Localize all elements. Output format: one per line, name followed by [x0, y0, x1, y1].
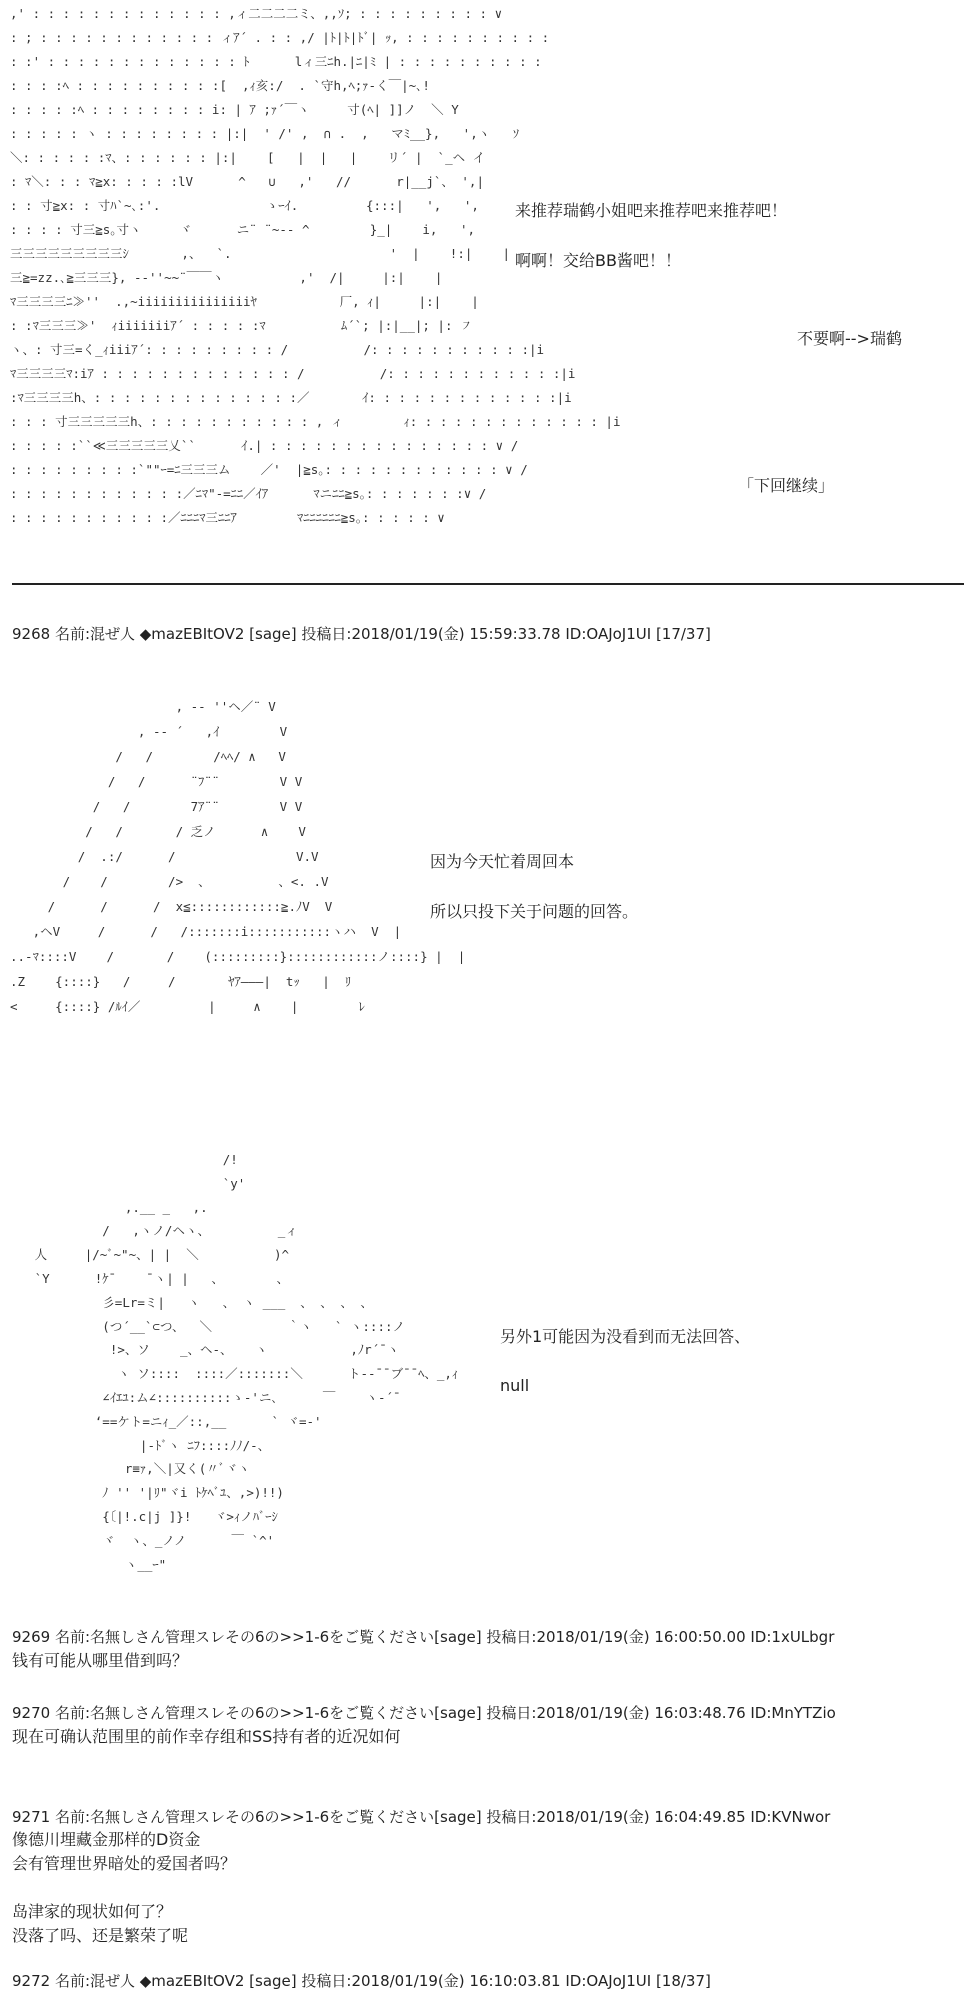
- post-body-9271: [12, 1828, 236, 1948]
- dialog-line-to-be-continued: 「下回继续」: [738, 476, 835, 495]
- ascii-art-middle: , -‐ ''ヘ／¨ V , -‐ ´ ,ｲ V / / /ﾍﾍ/ ∧ V / / ¨ﾌ¨¨ V V / / 7ｱ¨¨ V V / / / 乏ノ ∧ V / .:/ / V.V / / /> 、 、<. .V / / / x≦::::::::::::≧.ﾉV V ,ヘV / / /:::::::i:::::::::::ヽハ V | ..‐ﾏ::::V / / (:::::::::}::::::::::::ノ::::} | | .Z {::::} / / ﾔｱ―――| tｯ | ﾘ < {::::} /ﾙｲ／ | ∧ | ﾚ: [10, 699, 466, 1014]
- post-9271-line-2: 会有管理世界暗处的爱国者吗？: [12, 1854, 237, 1873]
- post-9271-line-4: 岛津家的现状如何了？: [12, 1902, 173, 1921]
- post-9271-line-1: 像德川埋藏金那样的D资金: [12, 1830, 201, 1849]
- post-header-9272: 9272 名前:混ぜ人 ◆mazEBItOV2 [sage] 投稿日:2018/01/19(金) 16:10:03.81 ID:OAJoJ1UI [18/37]: [12, 1972, 711, 1990]
- post-body-9270: [12, 1725, 400, 1749]
- dialog-line-bb: 啊啊！交给BB酱吧！！: [515, 251, 681, 270]
- post-9268-text-1: 因为今天忙着周回本: [430, 852, 575, 871]
- post-header-9269: 9269 名前:名無しさん管理スレその6の>>1-6をご覧ください[sage] 投稿日:2018/01/19(金) 16:00:50.00 ID:1xULbgr: [12, 1628, 835, 1646]
- post-9271-line-3: [12, 1876, 236, 1900]
- post-header-9270: 9270 名前:名無しさん管理スレその6の>>1-6をご覧ください[sage] 投稿日:2018/01/19(金) 16:03:48.76 ID:MnYTZio: [12, 1704, 836, 1722]
- dialog-line-recommend: 来推荐瑞鹤小姐吧来推荐吧来推荐吧！: [515, 201, 788, 220]
- post-9268-text-null: null: [500, 1376, 530, 1395]
- post-9270-line: 现在可确认范围里的前作幸存组和SS持有者的近况如何: [12, 1727, 401, 1746]
- post-header-9268: 9268 名前:混ぜ人 ◆mazEBItOV2 [sage] 投稿日:2018/01/19(金) 15:59:33.78 ID:OAJoJ1UI [17/37]: [12, 625, 711, 643]
- separator-line: [12, 583, 964, 585]
- dialog-line-zuikaku: 不要啊-->瑞鹤: [797, 329, 902, 348]
- post-body-9269: [12, 1649, 188, 1673]
- ascii-art-bottom: /! `y' ,.__ _ ,. / ,ヽノ/ヘヽ、 _ィ 人 |/~ﾞ~"~、| | ＼ )^ `Y !ｹ¯ ¯ヽ| | 、 、 彡=Lr=ミ| ヽ 、 ヽ ___ 、 、 、 、 (つ´__`⊂つ、 ＼ ｀ヽ ` ヽ::::ノ !>、ソ _、ヘ-、 ヽ ,ﾉr´¯ヽ ヽ ソ:::: ::::／:::::::＼ ト--¯¯ブ¯¯ﾍ、_,ｨ ∠ｲｴﾕ:ム∠::::::::::ゝ-'ニ､ ￣ ヽ-´¯ ‘==ケト=ニｨ_／::,__ ` ヾ=-' |-ﾄﾞヽ ﾆﾌ::::ﾉﾉ/‐、 r≡ｧ,＼|又く(〃ﾞヾヽ ﾉ '' '|ﾘ"ヾi ﾄｹﾍﾞﾕ、,>)!!) {〔|!.c|j ]}! ヾ>ｨノﾊﾞｰｼ ヾ ヽ、_ノノ ￣ `^' ヽ__ｰ": [34, 1152, 459, 1572]
- post-header-9271: 9271 名前:名無しさん管理スレその6の>>1-6をご覧ください[sage] 投稿日:2018/01/19(金) 16:04:49.85 ID:KVNwor: [12, 1808, 831, 1826]
- post-9271-line-5: 没落了吗、还是繁荣了呢: [12, 1926, 189, 1945]
- ascii-art-top: ,' : : : : : : : : : : : : : ,ィ二二二二ミ、,,ｿ; : : : : : : : : : ∨ : ; : : : : : : : : : : : : ィｱ´ . : : ,/ |ﾄ|ﾄ|ﾄﾞ| ｯ, : : : : : : : : : : : :' : : : : : : : : : : : : : ﾄ lィ三ﾆh.|ﾆ|ﾐ | : : : : : : : : : : : : : :ﾍ : : : : : : : : : :[ ,ｨ亥:/ . `守h,ﾍ;ｧ-く￣|~､! : : : : :ﾍ : : : : : : : : i: | ｱ ;ｧ´￣ヽ 寸(ﾍ| ]]ノ ＼ Y : : : : : ヽ : : : : : : : : |:| ' /' , ∩ . , マﾐ__}, ',ヽ ｿ ＼: : : : : :ﾏ、: : : : : : |:| [ | | | リ´ | `_ヘ イ : ﾏ＼: : : ﾏ≧x: : : : :lV ^ ∪ ,' // r|__j`、 ',| : : 寸≧x: : 寸ﾊ`~､:'. ゝｰｲ. {:::| ', ', : : : : 寸三≧s｡寸ヽ ヾ ニ¨ ¨~-‐ ^ }_| i, ', 三三三三三三三三三ｼ ,、 `. ' | !:| | 三≧=zz.､≧三三三}, -‐''~~¨￣￣ヽ ,' /| |:| | ﾏ三三三三ﾆ≫'' .,~iiiiiiiiiiiiiiiﾔ 厂, ｨ| |:| | : :ﾏ三三三≫' ｨiiiiiiiｱ´ : : : : :ﾏ ﾑ´`; |:|__|; |: ㇇ ヽ、: 寸三=く_ｨiiiｱ´: : : : : : : : : / /: : : : : : : : : : :|i ﾏ三三三三ﾏ:iｱ : : : : : : : : : : : : : / /: : : : : : : : : : : :|i :ﾏ三三三三h、: : : : : : : : : : : : : :／ ｲ: : : : : : : : : : : : :|i : : : 寸三三三三三h、: : : : : : : : : : : , ィ ｨ: : : : : : : : : : : : : |i : : : : :``≪三三三三三乂`` ｲ.| : : : : : : : : : : : : : : : ∨ / : : : : : : : : :`""ｰ=ﾆ三三三ム ／' |≧s｡: : : : : : : : : : : : ∨ / : : : : : : : : : : : :／ﾆﾏ"-=ﾆﾆ／ｲｱ ﾏニﾆﾆ≧s｡: : : : : : :∨ / : : : : : : : : : : :／ﾆﾆﾆﾏ三ﾆﾆｱ ﾏﾆﾆﾆﾆﾆﾆ≧s｡: : : : : ∨: [10, 6, 621, 525]
- post-9268-text-2: 所以只投下关于问题的回答。: [430, 902, 639, 921]
- post-9268-text-3: 另外1可能因为没看到而无法回答、: [500, 1327, 751, 1346]
- post-9269-line: 钱有可能从哪里借到吗？: [12, 1651, 189, 1670]
